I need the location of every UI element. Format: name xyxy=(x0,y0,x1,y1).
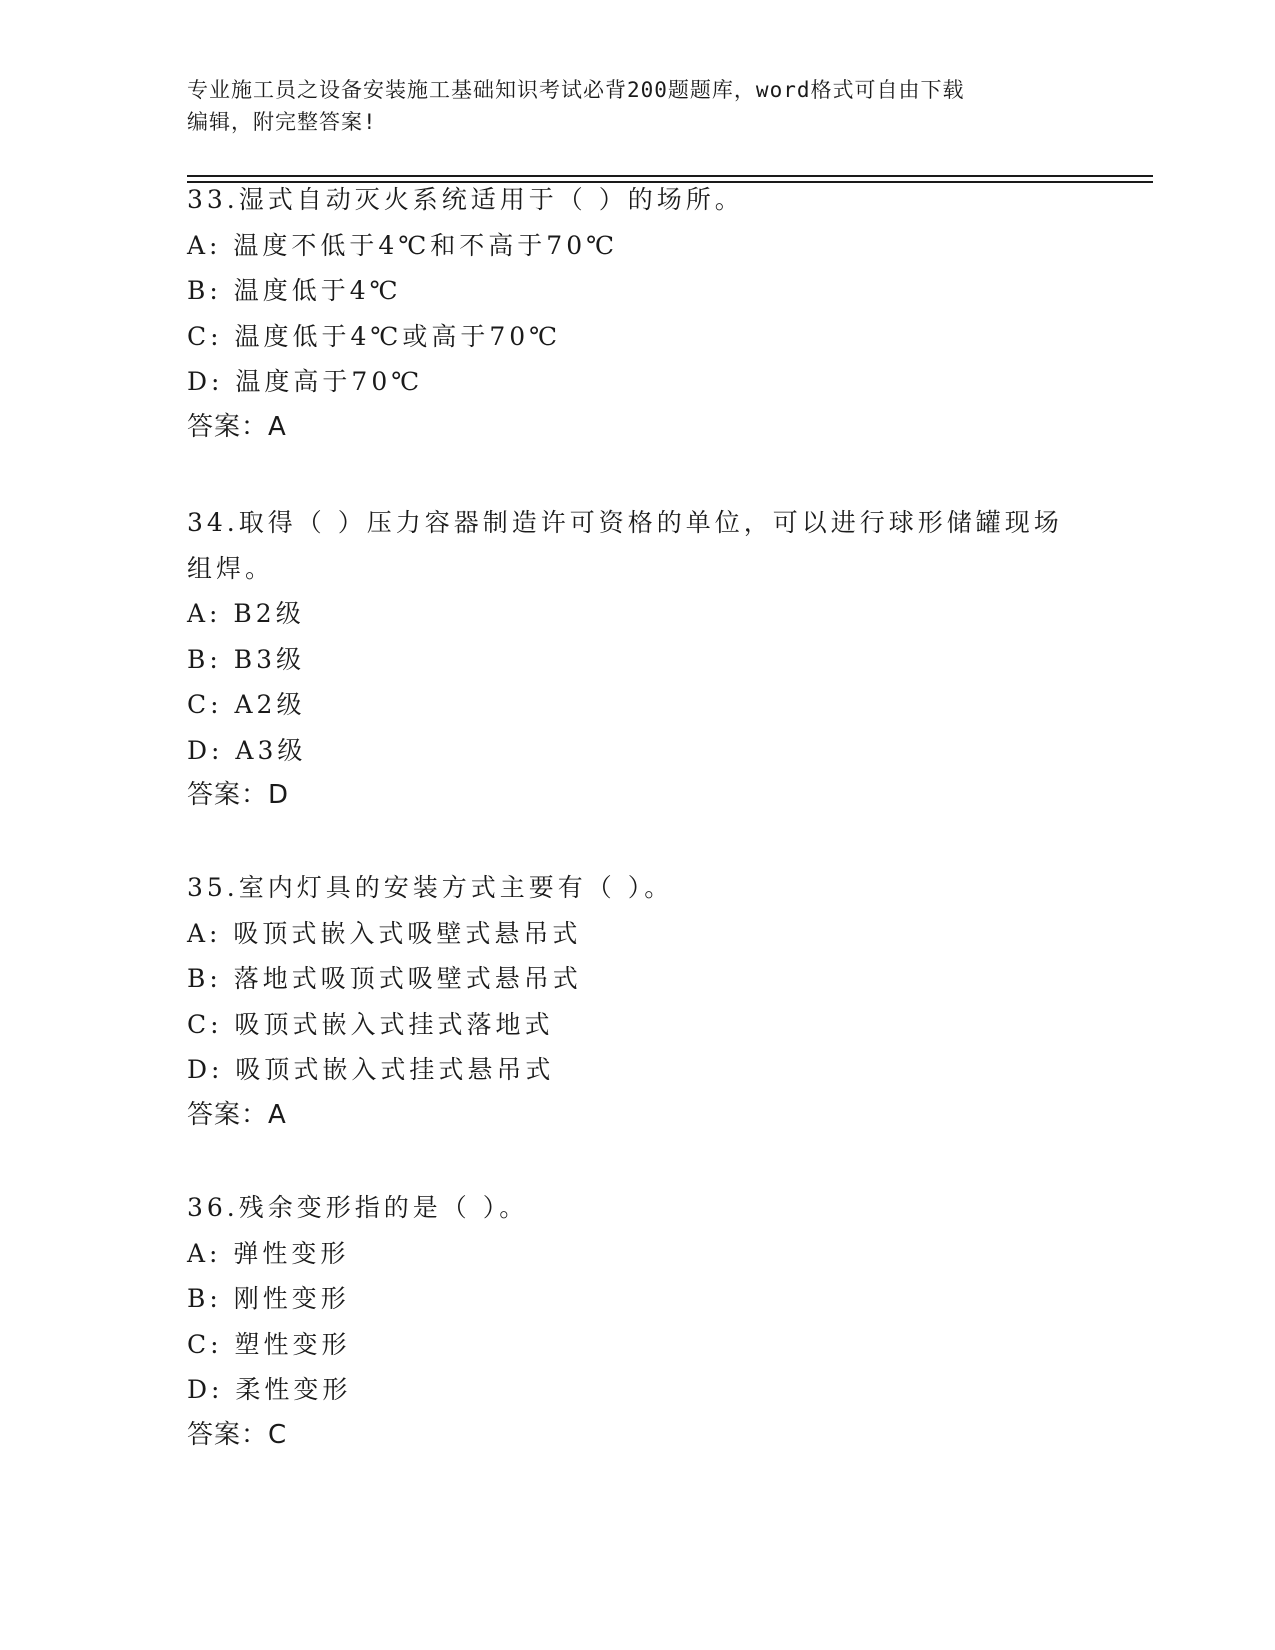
header-line-2: 编辑，附完整答案! xyxy=(187,110,377,134)
answer-label: 答案：A xyxy=(187,411,287,442)
option-d: D: 柔性变形 xyxy=(187,1375,352,1404)
option-b: B: 落地式吸顶式吸壁式悬吊式 xyxy=(187,964,582,993)
option-c: C: 吸顶式嵌入式挂式落地式 xyxy=(187,1009,554,1039)
option-b: B: 刚性变形 xyxy=(187,1284,350,1313)
option-d: D: 温度高于70℃ xyxy=(187,367,424,396)
answer-label: 答案：D xyxy=(187,780,290,810)
question-stem: 34.取得（ ）压力容器制造许可资格的单位，可以进行球形储罐现场 xyxy=(187,508,1063,537)
question-36 xyxy=(187,1185,1087,1458)
question-34 xyxy=(187,500,1087,819)
option-c: C: 温度低于4℃或高于70℃ xyxy=(187,321,562,351)
answer-label: 答案：C xyxy=(187,1419,288,1450)
question-stem: 35.室内灯具的安装方式主要有（ ）。 xyxy=(187,873,674,902)
option-a: A: 弹性变形 xyxy=(187,1238,350,1268)
answer-label: 答案：A xyxy=(187,1099,287,1130)
header-line-1: 专业施工员之设备安装施工基础知识考试必背200题题库，word格式可自由下载 xyxy=(187,78,965,102)
option-d: D: 吸顶式嵌入式挂式悬吊式 xyxy=(187,1055,555,1084)
option-c: C: 塑性变形 xyxy=(187,1329,351,1359)
question-33 xyxy=(187,177,1087,450)
option-d: D: A3级 xyxy=(187,735,307,765)
option-a: A: 吸顶式嵌入式吸壁式悬吊式 xyxy=(187,918,582,948)
option-a: A: B2级 xyxy=(187,599,305,628)
question-stem: 36.残余变形指的是（ ）。 xyxy=(187,1193,529,1222)
question-stem: 33.湿式自动灭火系统适用于（ ）的场所。 xyxy=(187,185,744,214)
option-b: B: 温度低于4℃ xyxy=(187,276,402,305)
option-c: C: A2级 xyxy=(187,690,306,719)
question-35 xyxy=(187,865,1087,1138)
question-stem-continued: 组焊。 xyxy=(187,553,275,583)
document-header xyxy=(187,74,1067,138)
option-a: A: 温度不低于4℃和不高于70℃ xyxy=(187,230,619,260)
option-b: B: B3级 xyxy=(187,644,306,674)
